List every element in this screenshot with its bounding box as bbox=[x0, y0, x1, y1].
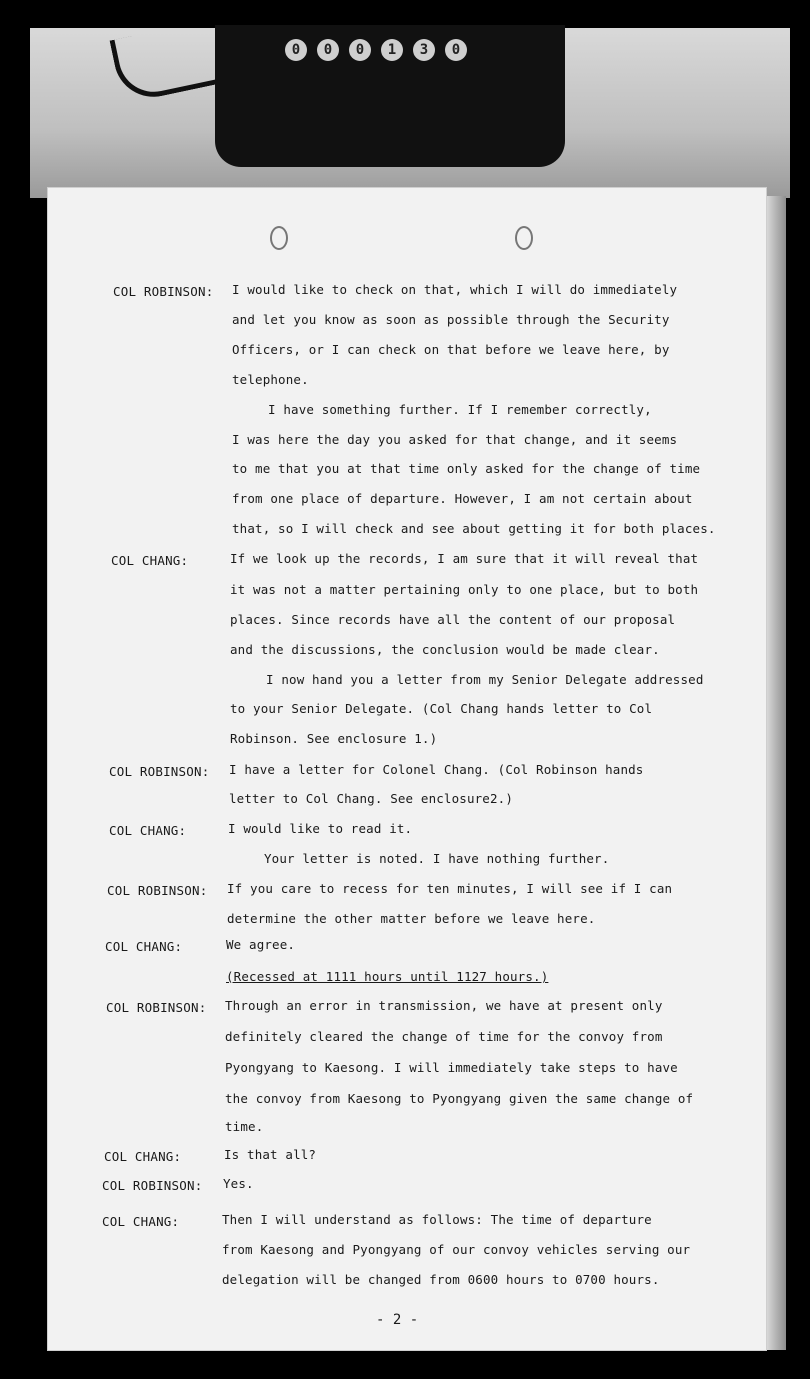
speaker-label: COL CHANG: bbox=[102, 1214, 180, 1229]
transcript-line: Then I will understand as follows: The time of departure bbox=[222, 1212, 652, 1227]
counter-digits bbox=[285, 39, 467, 61]
speaker-label: COL ROBINSON: bbox=[102, 1178, 203, 1193]
transcript-line: Officers, or I can check on that before we leave here, by bbox=[232, 342, 670, 357]
transcript-line: from Kaesong and Pyongyang of our convoy vehicles serving our bbox=[222, 1242, 691, 1257]
speaker-label: COL CHANG: bbox=[109, 823, 187, 838]
transcript-line: definitely cleared the change of time for the convoy from bbox=[225, 1029, 663, 1044]
transcript-line: If you care to recess for ten minutes, I will see if I can bbox=[227, 881, 673, 896]
punch-hole-left bbox=[270, 226, 288, 250]
transcript-line: delegation will be changed from 0600 hours to 0700 hours. bbox=[222, 1272, 660, 1287]
transcript-line: that, so I will check and see about getting it for both places. bbox=[232, 521, 716, 536]
counter-digit: 0 bbox=[317, 39, 339, 61]
speaker-label: COL ROBINSON: bbox=[109, 764, 210, 779]
frame-counter bbox=[215, 25, 565, 167]
transcript-line: telephone. bbox=[232, 372, 309, 387]
transcript-line: the convoy from Kaesong to Pyongyang given the same change of bbox=[225, 1091, 694, 1106]
speaker-label: COL CHANG: bbox=[105, 939, 183, 954]
page-edge-shadow bbox=[766, 196, 786, 1350]
transcript-line: places. Since records have all the content of our proposal bbox=[230, 612, 676, 627]
transcript-line: I now hand you a letter from my Senior Delegate addressed bbox=[266, 672, 704, 687]
transcript-line: If we look up the records, I am sure that it will reveal that bbox=[230, 551, 699, 566]
transcript-line: letter to Col Chang. See enclosure2.) bbox=[229, 791, 513, 806]
transcript-line: (Recessed at 1111 hours until 1127 hours.) bbox=[226, 969, 549, 984]
transcript-line: from one place of departure. However, I am not certain about bbox=[232, 491, 693, 506]
transcript-line: to me that you at that time only asked for the change of time bbox=[232, 461, 701, 476]
counter-digit: 1 bbox=[381, 39, 403, 61]
transcript-line: Robinson. See enclosure 1.) bbox=[230, 731, 438, 746]
transcript-line: I have a letter for Colonel Chang. (Col Robinson hands bbox=[229, 762, 644, 777]
counter-digit: 0 bbox=[445, 39, 467, 61]
transcript-line: Pyongyang to Kaesong. I will immediately take steps to have bbox=[225, 1060, 678, 1075]
transcript-line: We agree. bbox=[226, 937, 296, 952]
transcript-line: I have something further. If I remember correctly, bbox=[268, 402, 652, 417]
transcript-line: Through an error in transmission, we have at present only bbox=[225, 998, 663, 1013]
counter-digit: 0 bbox=[349, 39, 371, 61]
punch-hole-right bbox=[515, 226, 533, 250]
counter-digit: 3 bbox=[413, 39, 435, 61]
transcript-line: it was not a matter pertaining only to one place, but to both bbox=[230, 582, 699, 597]
transcript-line: I would like to check on that, which I will do immediately bbox=[232, 282, 678, 297]
page-number: - 2 - bbox=[376, 1312, 419, 1328]
transcript-line: Yes. bbox=[223, 1176, 254, 1191]
transcript-line: I would like to read it. bbox=[228, 821, 413, 836]
speaker-label: COL CHANG: bbox=[111, 553, 189, 568]
speaker-label: COL ROBINSON: bbox=[106, 1000, 207, 1015]
transcript-line: and the discussions, the conclusion would be made clear. bbox=[230, 642, 660, 657]
counter-digit: 0 bbox=[285, 39, 307, 61]
transcript-line: and let you know as soon as possible through the Security bbox=[232, 312, 670, 327]
transcript-line: to your Senior Delegate. (Col Chang hands letter to Col bbox=[230, 701, 653, 716]
transcript-line: determine the other matter before we leave here. bbox=[227, 911, 596, 926]
speaker-label: COL CHANG: bbox=[104, 1149, 182, 1164]
speaker-label: COL ROBINSON: bbox=[113, 284, 214, 299]
transcript-line: Is that all? bbox=[224, 1147, 317, 1162]
transcript-line: I was here the day you asked for that change, and it seems bbox=[232, 432, 678, 447]
speaker-label: COL ROBINSON: bbox=[107, 883, 208, 898]
transcript-line: Your letter is noted. I have nothing further. bbox=[264, 851, 610, 866]
transcript-line: time. bbox=[225, 1119, 264, 1134]
